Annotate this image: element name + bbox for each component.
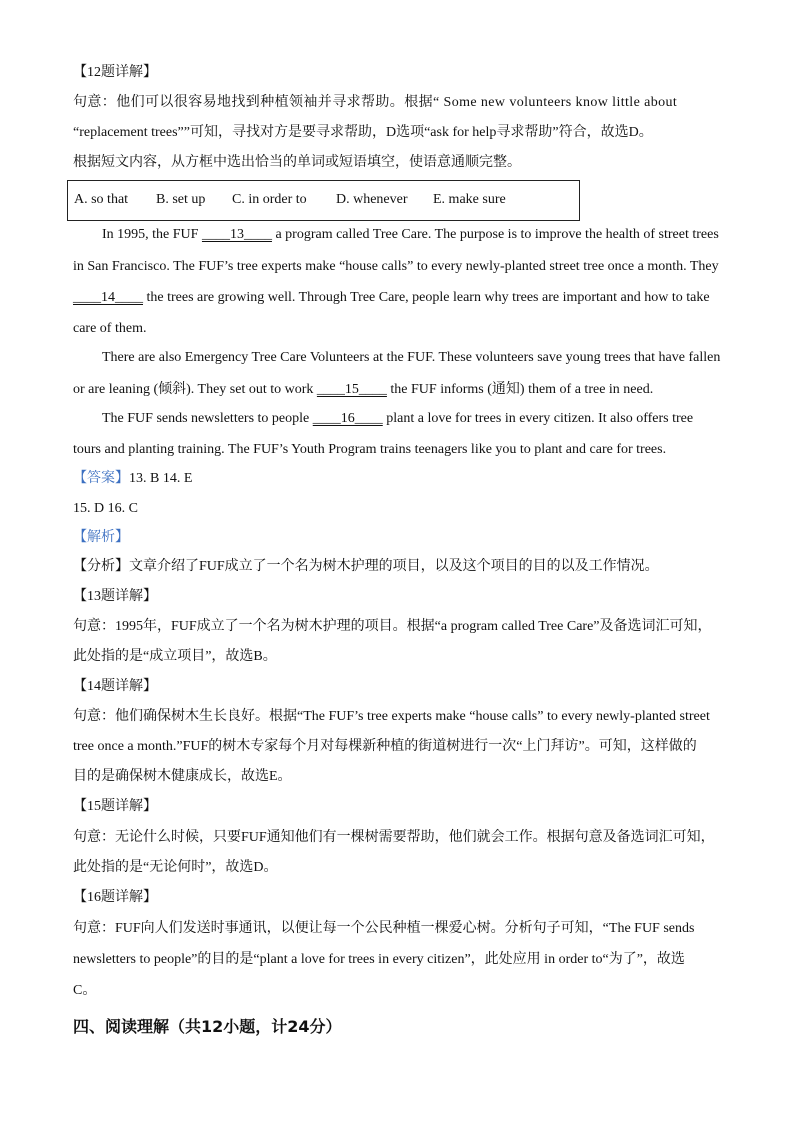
passage-p3-line2: tours and planting training. The FUF’s Youth Program trains teenagers like you to plant and care for trees. [73,442,667,457]
text: plant a love for trees in every citizen. It also offers tree [382,411,694,426]
answer-label: 【答案】 [73,471,129,486]
blank-15: ____15____ [316,382,387,397]
passage-p1-line4: care of them. [73,321,147,336]
q15-line1: 句意：无论什么时候，只要FUF通知他们有一棵树需要帮助，他们就会工作。根据句意及备选词汇可知， [73,830,715,845]
text: In 1995, the FUF [102,227,202,242]
blank-16: ____16____ [312,411,383,426]
option-d: D. whenever [336,192,408,207]
q16-line2: newsletters to people”的目的是“plant a love for trees in every citizen”，此处应用 in order to“为了”，故选 [73,952,685,967]
q12-header: 【12题详解】 [73,65,157,80]
passage-p2-line2 [73,381,653,399]
q16-line1: 句意：FUF向人们发送时事通讯，以便让每一个公民种植一棵爱心树。分析句子可知，“The FUF sends [73,921,695,936]
instruction: 根据短文内容，从方框中选出恰当的单词或短语填空，使语意通顺完整。 [73,155,521,170]
q12-line1: 句意：他们可以很容易地找到种植领袖并寻求帮助。根据“ Some new volunteers know little about [73,95,678,110]
option-e: E. make sure [433,192,506,207]
q12-line2: “replacement trees””可知，寻找对方是要寻求帮助，D选项“ask for help寻求帮助”符合，故选D。 [73,125,653,140]
q14-line2: tree once a month.”FUF的树木专家每个月对每棵新种植的街道树进行一次“上门拜访”。可知，这样做的 [73,739,697,754]
q13-line1: 句意：1995年，FUF成立了一个名为树木护理的项目。根据“a program called Tree Care”及备选词汇可知， [73,619,712,634]
option-b: B. set up [156,192,206,207]
q15-line2: 此处指的是“无论何时”，故选D。 [73,860,278,875]
text: the FUF informs (通知) them of a tree in need. [386,382,654,397]
text: The FUF sends newsletters to people [102,411,313,426]
passage-p3-line1 [102,410,693,428]
q14-line3: 目的是确保树木健康成长，故选E。 [73,769,292,784]
passage-p1-line1 [102,226,719,244]
analysis-label: 【解析】 [73,530,129,545]
text: the trees are growing well. Through Tree Care, people learn why trees are important and how to take [143,290,710,305]
q13-line2: 此处指的是“成立项目”，故选B。 [73,649,277,664]
text: or are leaning (倾斜). They set out to work [73,382,317,397]
text: a program called Tree Care. The purpose is to improve the health of street trees [271,227,719,242]
analysis-summary: 【分析】文章介绍了FUF成立了一个名为树木护理的项目，以及这个项目的目的以及工作情况。 [73,559,659,574]
passage-p1-line3 [73,289,710,307]
section-heading: 四、阅读理解（共12小题，计24分） [73,1017,342,1036]
option-c: C. in order to [232,192,307,207]
answer-line1 [73,470,192,488]
q14-header: 【14题详解】 [73,679,157,694]
answer-line2: 15. D 16. C [73,501,138,516]
q16-line3: C。 [73,983,97,998]
q13-header: 【13题详解】 [73,589,157,604]
answer-values-1: 13. B 14. E [129,471,193,486]
passage-p2-line1: There are also Emergency Tree Care Volunteers at the FUF. These volunteers save young trees that have fallen [102,350,721,365]
blank-13: ____13____ [201,227,272,242]
word-box [67,180,580,221]
blank-14: ____14____ [73,290,143,305]
passage-p1-line2: in San Francisco. The FUF’s tree experts make “house calls” to every newly-planted street tree once a month. They [73,259,719,274]
q14-line1: 句意：他们确保树木生长良好。根据“The FUF’s tree experts make “house calls” to every newly-planted street [73,709,710,724]
q16-header: 【16题详解】 [73,890,157,905]
q15-header: 【15题详解】 [73,799,157,814]
option-a: A. so that [74,192,129,207]
